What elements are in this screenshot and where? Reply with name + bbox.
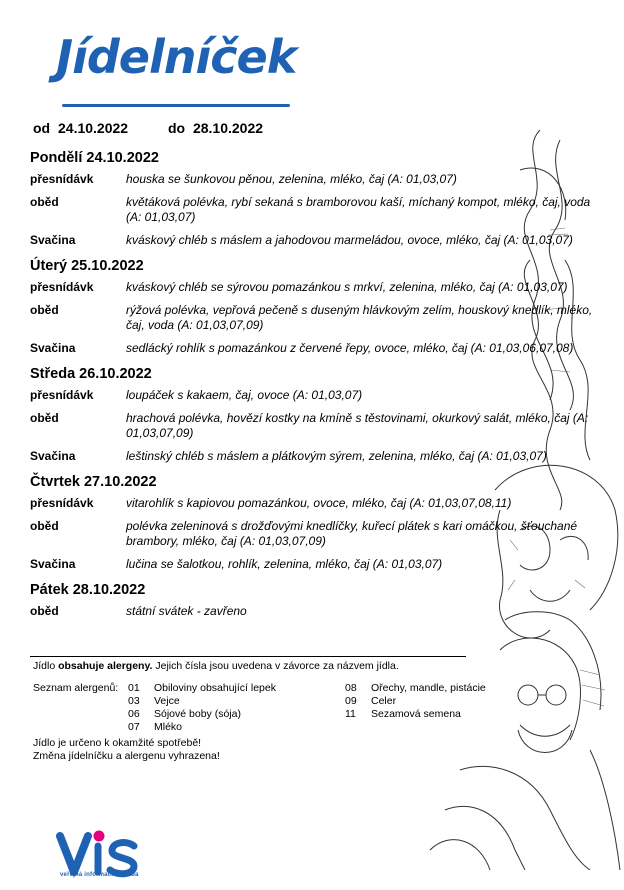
day-title: Pondělí 24.10.2022 <box>30 150 159 166</box>
meal-row <box>30 388 610 403</box>
meal-label: Svačina <box>30 233 76 247</box>
meal-row <box>30 172 610 187</box>
meal-text: lučina se šalotkou, rohlík, zelenina, mléko, čaj (A: 01,03,07) <box>126 557 443 571</box>
meal-label: oběd <box>30 303 59 317</box>
allergen-note-suffix: Jejich čísla jsou uvedena v závorce za názvem jídla. <box>155 660 399 672</box>
meal-label: Svačina <box>30 341 76 355</box>
allergen-name: Sójové boby (sója) <box>154 708 241 720</box>
meal-row <box>30 519 610 549</box>
meal-row <box>30 411 610 441</box>
meal-row <box>30 303 610 333</box>
title-underline <box>62 104 290 107</box>
allergen-num: 06 <box>128 708 140 720</box>
allergen-item <box>345 682 486 695</box>
allergen-item <box>345 695 486 708</box>
day-title: Čtvrtek 27.10.2022 <box>30 474 157 490</box>
meal-label: přesnídávk <box>30 388 94 402</box>
allergen-name: Sezamová semena <box>371 708 461 720</box>
allergen-name: Obiloviny obsahující lepek <box>154 682 276 694</box>
allergen-list-left <box>128 682 276 734</box>
meal-label: Svačina <box>30 557 76 571</box>
meal-label: oběd <box>30 195 59 209</box>
day-block <box>30 258 610 356</box>
from-label: od <box>33 120 51 136</box>
meal-text: vitarohlík s kapiovou pomazánkou, ovoce, mléko, čaj (A: 01,03,07,08,11) <box>126 496 512 510</box>
day-block <box>30 366 610 464</box>
meal-text: loupáček s kakaem, čaj, ovoce (A: 01,03,07) <box>126 388 363 402</box>
allergen-note-prefix: Jídlo <box>33 660 56 672</box>
allergen-name: Mléko <box>154 721 183 733</box>
menu-list <box>30 150 610 629</box>
meal-text: kváskový chléb s máslem a jahodovou marmeládou, ovoce, mléko, čaj (A: 01,03,07) <box>126 233 573 247</box>
meal-text: hrachová polévka, hovězí kostky na kmíně s těstovinami, okurkový salát, mléko, čaj (A: 01,03,07,09) <box>126 411 589 440</box>
day-block <box>30 582 610 619</box>
allergen-num: 08 <box>345 682 357 694</box>
footer-line: Jídlo je určeno k okamžité spotřebě! <box>33 737 202 749</box>
allergen-item <box>128 682 276 695</box>
allergen-name: Celer <box>371 695 397 707</box>
meal-row <box>30 280 610 295</box>
allergen-name: Ořechy, mandle, pistácie <box>371 682 486 694</box>
allergen-list-right <box>345 682 486 721</box>
to-label: do <box>167 120 186 136</box>
meal-text: polévka zeleninová s drožďovými knedlíčky, kuřecí plátek s kari omáčkou, šťouchané brambory, mléko, čaj (A: 01,03,07,09) <box>126 519 578 548</box>
allergen-num: 11 <box>345 708 356 720</box>
meal-row <box>30 557 610 572</box>
allergen-num: 09 <box>345 695 357 707</box>
divider <box>30 656 466 657</box>
day-title: Pátek 28.10.2022 <box>30 582 146 598</box>
allergen-num: 07 <box>128 721 140 733</box>
allergen-list-label: Seznam alergenů: <box>33 682 119 694</box>
meal-text: sedlácký rohlík s pomazánkou z červené řepy, ovoce, mléko, čaj (A: 01,03,06,07,08) <box>126 341 574 355</box>
meal-text: houska se šunkovou pěnou, zelenina, mléko, čaj (A: 01,03,07) <box>126 172 457 186</box>
allergen-item <box>128 721 276 734</box>
footer-notes <box>33 737 220 763</box>
meal-row <box>30 496 610 511</box>
meal-row <box>30 233 610 248</box>
allergen-name: Vejce <box>154 695 180 707</box>
allergen-num: 01 <box>128 682 140 694</box>
meal-row <box>30 449 610 464</box>
meal-label: oběd <box>30 604 59 618</box>
meal-label: přesnídávk <box>30 496 94 510</box>
meal-label: přesnídávk <box>30 172 94 186</box>
footer-line: Změna jídelníčku a alergenu vyhrazena! <box>33 750 220 762</box>
to-date: 28.10.2022 <box>192 120 264 136</box>
meal-row <box>30 341 610 356</box>
meal-label: Svačina <box>30 449 76 463</box>
meal-text: kváskový chléb se sýrovou pomazánkou s mrkví, zelenina, mléko, čaj (A: 01,03,07) <box>126 280 568 294</box>
allergen-item <box>345 708 486 721</box>
day-block <box>30 150 610 248</box>
meal-label: přesnídávk <box>30 280 94 294</box>
meal-row <box>30 604 610 619</box>
from-date: 24.10.2022 <box>58 120 129 136</box>
meal-label: oběd <box>30 411 59 425</box>
allergen-item <box>128 708 276 721</box>
day-block <box>30 474 610 572</box>
allergen-note-bold: obsahuje alergeny. <box>58 660 153 672</box>
logo-subtitle: veřejná informační služba <box>60 872 139 878</box>
allergen-num: 03 <box>128 695 140 707</box>
meal-text: leštinský chléb s máslem a plátkovým sýrem, zelenina, mléko, čaj (A: 01,03,07) <box>126 449 547 463</box>
day-title: Úterý 25.10.2022 <box>30 258 144 274</box>
meal-row <box>30 195 610 225</box>
date-range <box>33 120 267 136</box>
meal-text: květáková polévka, rybí sekaná s bramborovou kaší, míchaný kompot, mléko, čaj, voda (A: 01,03,07) <box>126 195 591 224</box>
meal-label: oběd <box>30 519 59 533</box>
meal-text: rýžová polévka, vepřová pečeně s duseným hlávkovým zelím, houskový knedlík, mléko, čaj, voda (A: 01,03,07,09) <box>126 303 593 332</box>
allergen-note <box>33 660 399 672</box>
page-title: Jídelníček <box>56 30 297 84</box>
day-title: Středa 26.10.2022 <box>30 366 152 382</box>
meal-text: státní svátek - zavřeno <box>126 604 247 618</box>
allergen-item <box>128 695 276 708</box>
